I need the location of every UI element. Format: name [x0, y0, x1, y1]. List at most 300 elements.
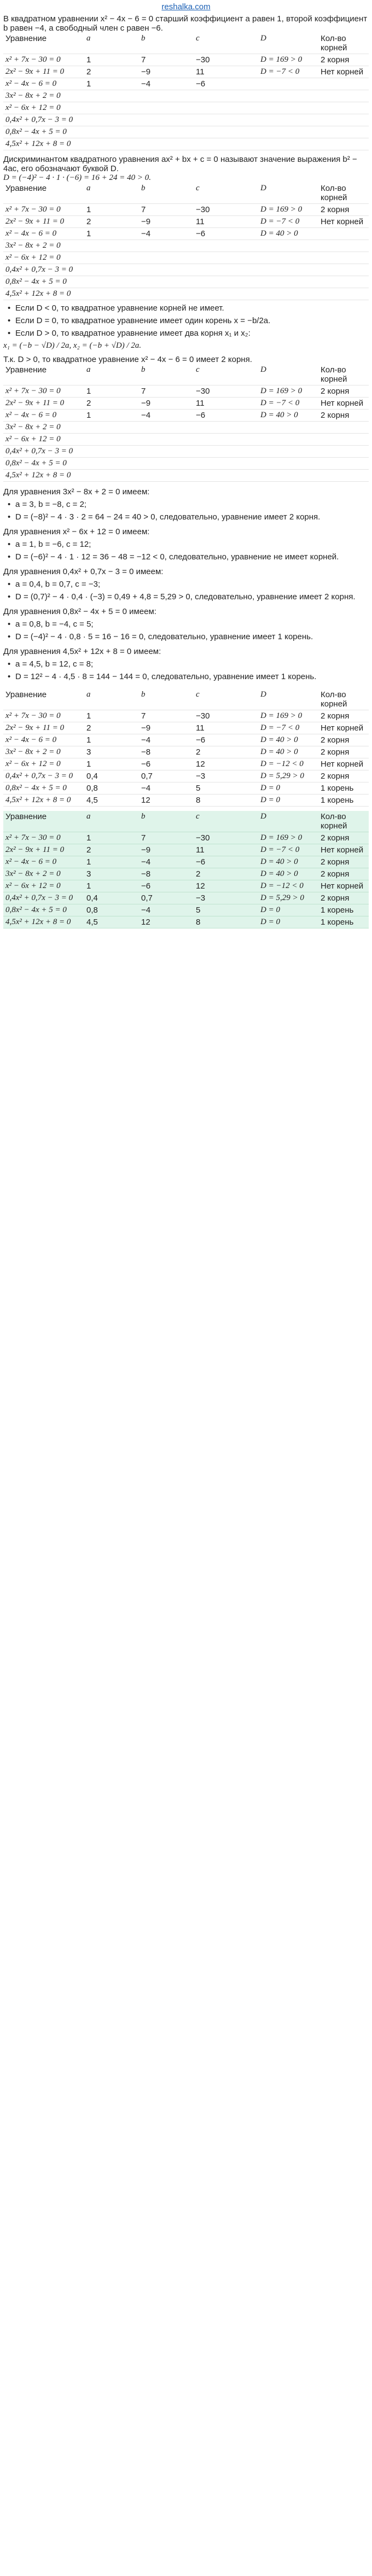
cell-d: D = 40 > 0 [260, 869, 298, 878]
cell-b: −9 [141, 67, 151, 77]
discriminant-calc: D = (−4)² − 4 · 1 · (−6) = 16 + 24 = 40 > 0. [3, 173, 152, 182]
cell-c [194, 422, 258, 434]
cell-c: 2 [196, 747, 201, 757]
cell-c [194, 434, 258, 446]
cell-eq: 0,8x² − 4x + 5 = 0 [5, 784, 67, 792]
header-D: D [260, 690, 266, 699]
table-row [3, 276, 369, 288]
table-row [3, 385, 369, 398]
cell-a: 2 [86, 399, 91, 408]
cell-eq: 3x² − 8x + 2 = 0 [5, 747, 61, 756]
cell-eq: x² + 7x − 30 = 0 [5, 833, 61, 842]
table-header-row [3, 33, 369, 54]
solution-steps [3, 540, 369, 562]
cell-a: 2 [86, 723, 91, 733]
cell-a [84, 240, 139, 252]
cell-r: 2 корня [321, 205, 350, 214]
cell-r [318, 470, 369, 482]
cell-c [194, 470, 258, 482]
cell-r [318, 458, 369, 470]
table-row [3, 240, 369, 252]
cell-a: 1 [86, 711, 91, 721]
cell-a [84, 288, 139, 300]
cell-eq: 4,5x² + 12x + 8 = 0 [5, 471, 71, 480]
cell-c: −3 [196, 893, 206, 903]
header-c: c [196, 812, 200, 821]
cell-a: 2 [86, 67, 91, 77]
table-header-row [3, 183, 369, 204]
cell-c: −30 [196, 711, 210, 721]
table-row [3, 458, 369, 470]
cell-a: 2 [86, 845, 91, 855]
cell-eq: x² − 4x − 6 = 0 [5, 411, 57, 419]
cell-b: −9 [141, 723, 151, 733]
solution-heading: Для уравнения 3x² − 8x + 2 = 0 имеем: [3, 487, 150, 496]
cell-r: 2 корня [321, 833, 350, 843]
cell-d [258, 240, 318, 252]
cell-eq: 2x² − 9x + 11 = 0 [5, 723, 65, 732]
header-c: c [196, 690, 200, 699]
header-c: c [196, 34, 200, 43]
table-row [3, 288, 369, 300]
cell-a [84, 264, 139, 276]
rule-item: • Если D < 0, то квадратное уравнение корней не имеет. [3, 303, 369, 313]
cell-d: D = 40 > 0 [260, 411, 298, 419]
site-link[interactable]: reshalka.com [161, 2, 211, 11]
cell-a [84, 114, 139, 126]
cell-d [258, 78, 318, 90]
cell-a [84, 90, 139, 102]
solution-step: • D = (−8)² − 4 · 3 · 2 = 64 − 24 = 40 > 0, следовательно, уравнение имеет 2 корня. [3, 512, 369, 522]
cell-b [139, 276, 194, 288]
cell-r: 2 корня [321, 55, 350, 65]
cell-c: 5 [196, 906, 201, 915]
table-4 [3, 689, 369, 807]
cell-d: D = 0 [260, 918, 280, 926]
cell-c: 8 [196, 918, 201, 927]
table-row [3, 446, 369, 458]
cell-r [318, 240, 369, 252]
cell-r [318, 422, 369, 434]
cell-r [318, 446, 369, 458]
cell-r: 1 корень [321, 906, 354, 915]
cell-eq: x² + 7x − 30 = 0 [5, 387, 61, 395]
cell-b: 0,7 [141, 893, 153, 903]
cell-eq: 0,8x² − 4x + 5 = 0 [5, 906, 67, 914]
table-2 [3, 183, 369, 300]
cell-a: 1 [86, 735, 91, 745]
header-eq: Уравнение [5, 34, 47, 43]
cell-b [139, 138, 194, 150]
table-row [3, 758, 369, 770]
cell-r [318, 276, 369, 288]
cell-b: −8 [141, 869, 151, 879]
table-row [3, 904, 369, 916]
intro-paragraph: В квадратном уравнении x² − 4x − 6 = 0 старший коэффициент a равен 1, второй коэффициент b равен −4, а свободный член c равен −6. [3, 14, 368, 33]
cell-c [194, 264, 258, 276]
cell-d: D = 0 [260, 906, 280, 914]
table-row [3, 422, 369, 434]
header-b: b [141, 365, 146, 374]
table-row [3, 102, 369, 114]
cell-d: D = 5,29 > 0 [260, 893, 304, 902]
cell-a [84, 102, 139, 114]
cell-r: Нет корней [321, 217, 364, 226]
cell-d [258, 264, 318, 276]
header-a: a [86, 34, 91, 43]
cell-d [258, 252, 318, 264]
cell-d: D = 40 > 0 [260, 857, 298, 866]
cell-r: 1 корень [321, 918, 354, 927]
cell-b [139, 264, 194, 276]
header-D: D [260, 184, 266, 192]
cell-c [194, 90, 258, 102]
cell-b [139, 90, 194, 102]
cell-d: D = −7 < 0 [260, 845, 300, 854]
header-eq: Уравнение [5, 365, 47, 375]
cell-b: −6 [141, 881, 151, 891]
cell-b: −4 [141, 79, 151, 89]
cell-r [318, 126, 369, 138]
cell-a: 1 [86, 857, 91, 867]
cell-eq: x² − 4x − 6 = 0 [5, 229, 57, 238]
cell-c: 5 [196, 784, 201, 793]
cell-r [318, 114, 369, 126]
cell-b [139, 102, 194, 114]
cell-d: D = 5,29 > 0 [260, 772, 304, 780]
cell-eq: 4,5x² + 12x + 8 = 0 [5, 289, 71, 298]
cell-d: D = 0 [260, 784, 280, 792]
solution-step: • D = (−6)² − 4 · 1 · 12 = 36 − 48 = −12 < 0, следовательно, уравнение не имеет корней. [3, 552, 369, 562]
table-row [3, 746, 369, 758]
cell-d [258, 276, 318, 288]
cell-b: −4 [141, 784, 151, 793]
cell-c: 12 [196, 881, 205, 891]
cell-r: Нет корней [321, 881, 364, 891]
cell-b: 0,7 [141, 772, 153, 781]
cell-eq: 3x² − 8x + 2 = 0 [5, 241, 61, 250]
rule-item: • Если D > 0, то квадратное уравнение имеет два корня x₁ и x₂: [3, 329, 369, 338]
cell-c [194, 102, 258, 114]
cell-r [318, 102, 369, 114]
cell-eq: 0,8x² − 4x + 5 = 0 [5, 277, 67, 286]
cell-a: 1 [86, 881, 91, 891]
cell-b: −9 [141, 845, 151, 855]
cell-b [139, 126, 194, 138]
header-D: D [260, 812, 266, 821]
cell-eq: 0,8x² − 4x + 5 = 0 [5, 459, 67, 468]
cell-c: 8 [196, 796, 201, 805]
solution-steps [3, 580, 369, 601]
cell-b: 12 [141, 796, 150, 805]
cell-b: 7 [141, 387, 146, 396]
cell-eq: x² − 6x + 12 = 0 [5, 881, 61, 890]
cell-b: −8 [141, 747, 151, 757]
cell-c [194, 288, 258, 300]
cell-r: Нет корней [321, 399, 364, 408]
solution-step: • D = (0,7)² − 4 · 0,4 · (−3) = 0,49 + 4,8 = 5,29 > 0, следовательно, уравнение имеет 2 корня. [3, 592, 369, 601]
cell-b [139, 240, 194, 252]
cell-a: 3 [86, 869, 91, 879]
cell-c: 12 [196, 760, 205, 769]
cell-b: −9 [141, 399, 151, 408]
cell-c [194, 276, 258, 288]
header-a: a [86, 812, 91, 821]
cell-b [139, 114, 194, 126]
cell-b [139, 458, 194, 470]
table-row [3, 90, 369, 102]
cell-r: 2 корня [321, 869, 350, 879]
cell-a: 0,4 [86, 893, 98, 903]
table-row [3, 204, 369, 216]
cell-r: 1 корень [321, 784, 354, 793]
cell-a: 1 [86, 387, 91, 396]
table-header-row [3, 689, 369, 710]
cell-r [318, 78, 369, 90]
solution-heading: Для уравнения 4,5x² + 12x + 8 = 0 имеем: [3, 647, 161, 656]
table-header-row [3, 811, 369, 832]
cell-c [194, 138, 258, 150]
cell-eq: 3x² − 8x + 2 = 0 [5, 423, 61, 431]
table-row [3, 54, 369, 66]
table-row [3, 398, 369, 410]
rules-list [3, 303, 369, 338]
solution-heading: Для уравнения x² − 6x + 12 = 0 имеем: [3, 527, 150, 536]
cell-eq: 4,5x² + 12x + 8 = 0 [5, 139, 71, 148]
cell-d [258, 422, 318, 434]
cell-b: −6 [141, 760, 151, 769]
cell-eq: 3x² − 8x + 2 = 0 [5, 91, 61, 100]
cell-r: Нет корней [321, 723, 364, 733]
cell-c: −6 [196, 735, 206, 745]
cell-c [194, 252, 258, 264]
cell-c: 11 [196, 723, 205, 733]
cell-c: 11 [196, 67, 205, 77]
table-row [3, 832, 369, 844]
table-row [3, 78, 369, 90]
cell-b: −4 [141, 411, 151, 420]
solution-steps [3, 500, 369, 522]
cell-d: D = 40 > 0 [260, 229, 298, 238]
cell-c: −6 [196, 857, 206, 867]
cell-eq: 0,8x² − 4x + 5 = 0 [5, 127, 67, 136]
cell-r: 2 корня [321, 735, 350, 745]
cell-b [139, 288, 194, 300]
cell-r: 2 корня [321, 893, 350, 903]
cell-c: 11 [196, 399, 205, 408]
table-row [3, 434, 369, 446]
cell-c [194, 446, 258, 458]
header-c: c [196, 184, 200, 192]
table-row [3, 795, 369, 807]
table-row [3, 470, 369, 482]
header-eq: Уравнение [5, 184, 47, 193]
cell-d: D = 0 [260, 796, 280, 804]
cell-a [84, 470, 139, 482]
cell-r [318, 228, 369, 240]
table-header-row [3, 364, 369, 385]
solutions [3, 487, 369, 681]
cell-r [318, 252, 369, 264]
cell-d: D = −12 < 0 [260, 881, 304, 890]
cell-c [194, 126, 258, 138]
cell-eq: 0,4x² + 0,7x − 3 = 0 [5, 265, 73, 274]
cell-r: 2 корня [321, 711, 350, 721]
cell-eq: x² − 4x − 6 = 0 [5, 857, 57, 866]
header-D: D [260, 365, 266, 374]
cell-d [258, 102, 318, 114]
table-row [3, 410, 369, 422]
header-roots: Кол-во корней [321, 34, 347, 52]
header-eq: Уравнение [5, 812, 47, 821]
cell-c: −30 [196, 833, 210, 843]
cell-d: D = 169 > 0 [260, 833, 303, 842]
cell-a [84, 422, 139, 434]
cell-c: −30 [196, 205, 210, 214]
cell-b: −4 [141, 229, 151, 238]
table-row [3, 252, 369, 264]
table-row [3, 844, 369, 856]
cell-a: 0,8 [86, 784, 98, 793]
cell-d: D = −7 < 0 [260, 399, 300, 407]
cell-a: 0,8 [86, 906, 98, 915]
header-a: a [86, 184, 91, 192]
solution-heading: Для уравнения 0,8x² − 4x + 5 = 0 имеем: [3, 607, 156, 616]
cell-d [258, 90, 318, 102]
cell-r: Нет корней [321, 845, 364, 855]
cell-eq: x² − 6x + 12 = 0 [5, 103, 61, 112]
cell-d: D = 40 > 0 [260, 747, 298, 756]
cell-b: 7 [141, 833, 146, 843]
cell-a: 1 [86, 760, 91, 769]
cell-r: 1 корень [321, 796, 354, 805]
solution-step: • a = 0,8, b = −4, c = 5; [3, 620, 369, 629]
cell-d: D = 40 > 0 [260, 735, 298, 744]
cell-b [139, 422, 194, 434]
table-row [3, 722, 369, 734]
cell-a: 4,5 [86, 796, 98, 805]
cell-a: 1 [86, 55, 91, 65]
table-row [3, 782, 369, 795]
cell-b [139, 470, 194, 482]
cell-eq: x² + 7x − 30 = 0 [5, 55, 61, 64]
cell-eq: 0,4x² + 0,7x − 3 = 0 [5, 447, 73, 455]
header-c: c [196, 365, 200, 374]
roots-formula: x₁ = (−b − √D) / 2a, x₂ = (−b + √D) / 2a. [3, 341, 142, 350]
cell-d [258, 138, 318, 150]
cell-c: −3 [196, 772, 206, 781]
cell-r: 2 корня [321, 857, 350, 867]
table-row [3, 264, 369, 276]
cell-b: 12 [141, 918, 150, 927]
cell-a: 2 [86, 217, 91, 226]
solution-step: • a = 3, b = −8, c = 2; [3, 500, 369, 509]
cell-eq: x² − 4x − 6 = 0 [5, 735, 57, 744]
cell-eq: 2x² − 9x + 11 = 0 [5, 399, 65, 407]
cell-b: −4 [141, 906, 151, 915]
rule-item: • Если D = 0, то квадратное уравнение имеет один корень x = −b/2a. [3, 316, 369, 325]
cell-a: 3 [86, 747, 91, 757]
cell-r [318, 90, 369, 102]
cell-r: Нет корней [321, 67, 364, 77]
table-row [3, 856, 369, 868]
cell-d: D = −7 < 0 [260, 67, 300, 76]
header-roots: Кол-во корней [321, 184, 347, 202]
discriminant-definition: Дискриминантом квадратного уравнения ax² + bx + c = 0 называют значение выражения b² − 4ac, его обозначают буквой D. [3, 155, 357, 173]
cell-a [84, 126, 139, 138]
cell-c [194, 240, 258, 252]
cell-d [258, 126, 318, 138]
cell-d: D = 169 > 0 [260, 55, 303, 64]
cell-eq: 2x² − 9x + 11 = 0 [5, 67, 65, 76]
cell-d: D = 169 > 0 [260, 205, 303, 214]
site-header [0, 0, 372, 14]
solution-steps [3, 659, 369, 681]
cell-a [84, 252, 139, 264]
cell-r: 2 корня [321, 747, 350, 757]
cell-r [318, 138, 369, 150]
cell-eq: x² − 6x + 12 = 0 [5, 760, 61, 768]
header-b: b [141, 812, 146, 821]
cell-c: 11 [196, 217, 205, 226]
table-final [3, 811, 369, 928]
header-roots: Кол-во корней [321, 812, 347, 831]
cell-d: D = −12 < 0 [260, 760, 304, 768]
cell-a [84, 138, 139, 150]
cell-r: 2 корня [321, 772, 350, 781]
cell-b: 7 [141, 205, 146, 214]
cell-a [84, 446, 139, 458]
cell-d [258, 470, 318, 482]
cell-b: 7 [141, 711, 146, 721]
cell-b [139, 252, 194, 264]
cell-b: −4 [141, 735, 151, 745]
cell-r: Нет корней [321, 760, 364, 769]
cell-d: D = −7 < 0 [260, 723, 300, 732]
cell-eq: x² + 7x − 30 = 0 [5, 711, 61, 720]
solution-step: • a = 4,5, b = 12, c = 8; [3, 659, 369, 669]
cell-d [258, 458, 318, 470]
cell-eq: 0,4x² + 0,7x − 3 = 0 [5, 115, 73, 124]
header-D: D [260, 34, 266, 43]
cell-c: −30 [196, 55, 210, 65]
cell-eq: x² + 7x − 30 = 0 [5, 205, 61, 214]
table-row [3, 710, 369, 722]
table-row [3, 138, 369, 150]
solution-step: • a = 1, b = −6, c = 12; [3, 540, 369, 549]
solution-step: • D = 12² − 4 · 4,5 · 8 = 144 − 144 = 0, следовательно, уравнение имеет 1 корень. [3, 672, 369, 681]
cell-c: 2 [196, 869, 201, 879]
header-a: a [86, 365, 91, 374]
cell-a: 1 [86, 79, 91, 89]
cell-eq: x² − 6x + 12 = 0 [5, 435, 61, 443]
solution-steps [3, 620, 369, 641]
cell-c [194, 458, 258, 470]
cell-b: −4 [141, 857, 151, 867]
cell-d: D = 169 > 0 [260, 711, 303, 720]
header-b: b [141, 184, 146, 192]
cell-a: 1 [86, 229, 91, 238]
table-row [3, 734, 369, 746]
table-row [3, 880, 369, 892]
cell-c: −30 [196, 387, 210, 396]
table-1 [3, 33, 369, 150]
header-roots: Кол-во корней [321, 365, 347, 384]
cell-eq: 2x² − 9x + 11 = 0 [5, 217, 65, 226]
table-row [3, 916, 369, 928]
cell-eq: 4,5x² + 12x + 8 = 0 [5, 796, 71, 804]
cell-d: D = 169 > 0 [260, 387, 303, 395]
